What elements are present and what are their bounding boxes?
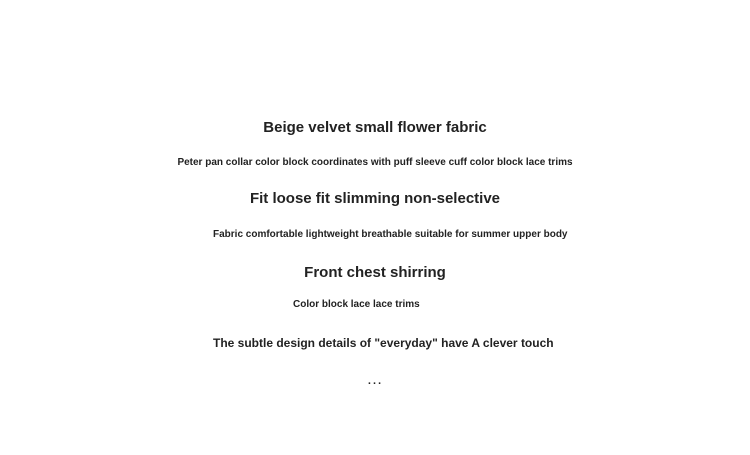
text-collar-details: Peter pan collar color block coordinates with puff sleeve cuff color block lace trims <box>177 157 573 168</box>
heading-shirring: Front chest shirring <box>304 264 446 281</box>
text-lace-trims: Color block lace lace trims <box>293 299 420 310</box>
text-fabric-details: Fabric comfortable lightweight breathable suitable for summer upper body <box>213 229 568 240</box>
heading-fit: Fit loose fit slimming non-selective <box>249 190 501 207</box>
text-design-details: The subtle design details of "everyday" have A clever touch <box>213 336 554 350</box>
heading-fabric: Beige velvet small flower fabric <box>263 119 487 136</box>
ellipsis-text: … <box>366 371 384 388</box>
